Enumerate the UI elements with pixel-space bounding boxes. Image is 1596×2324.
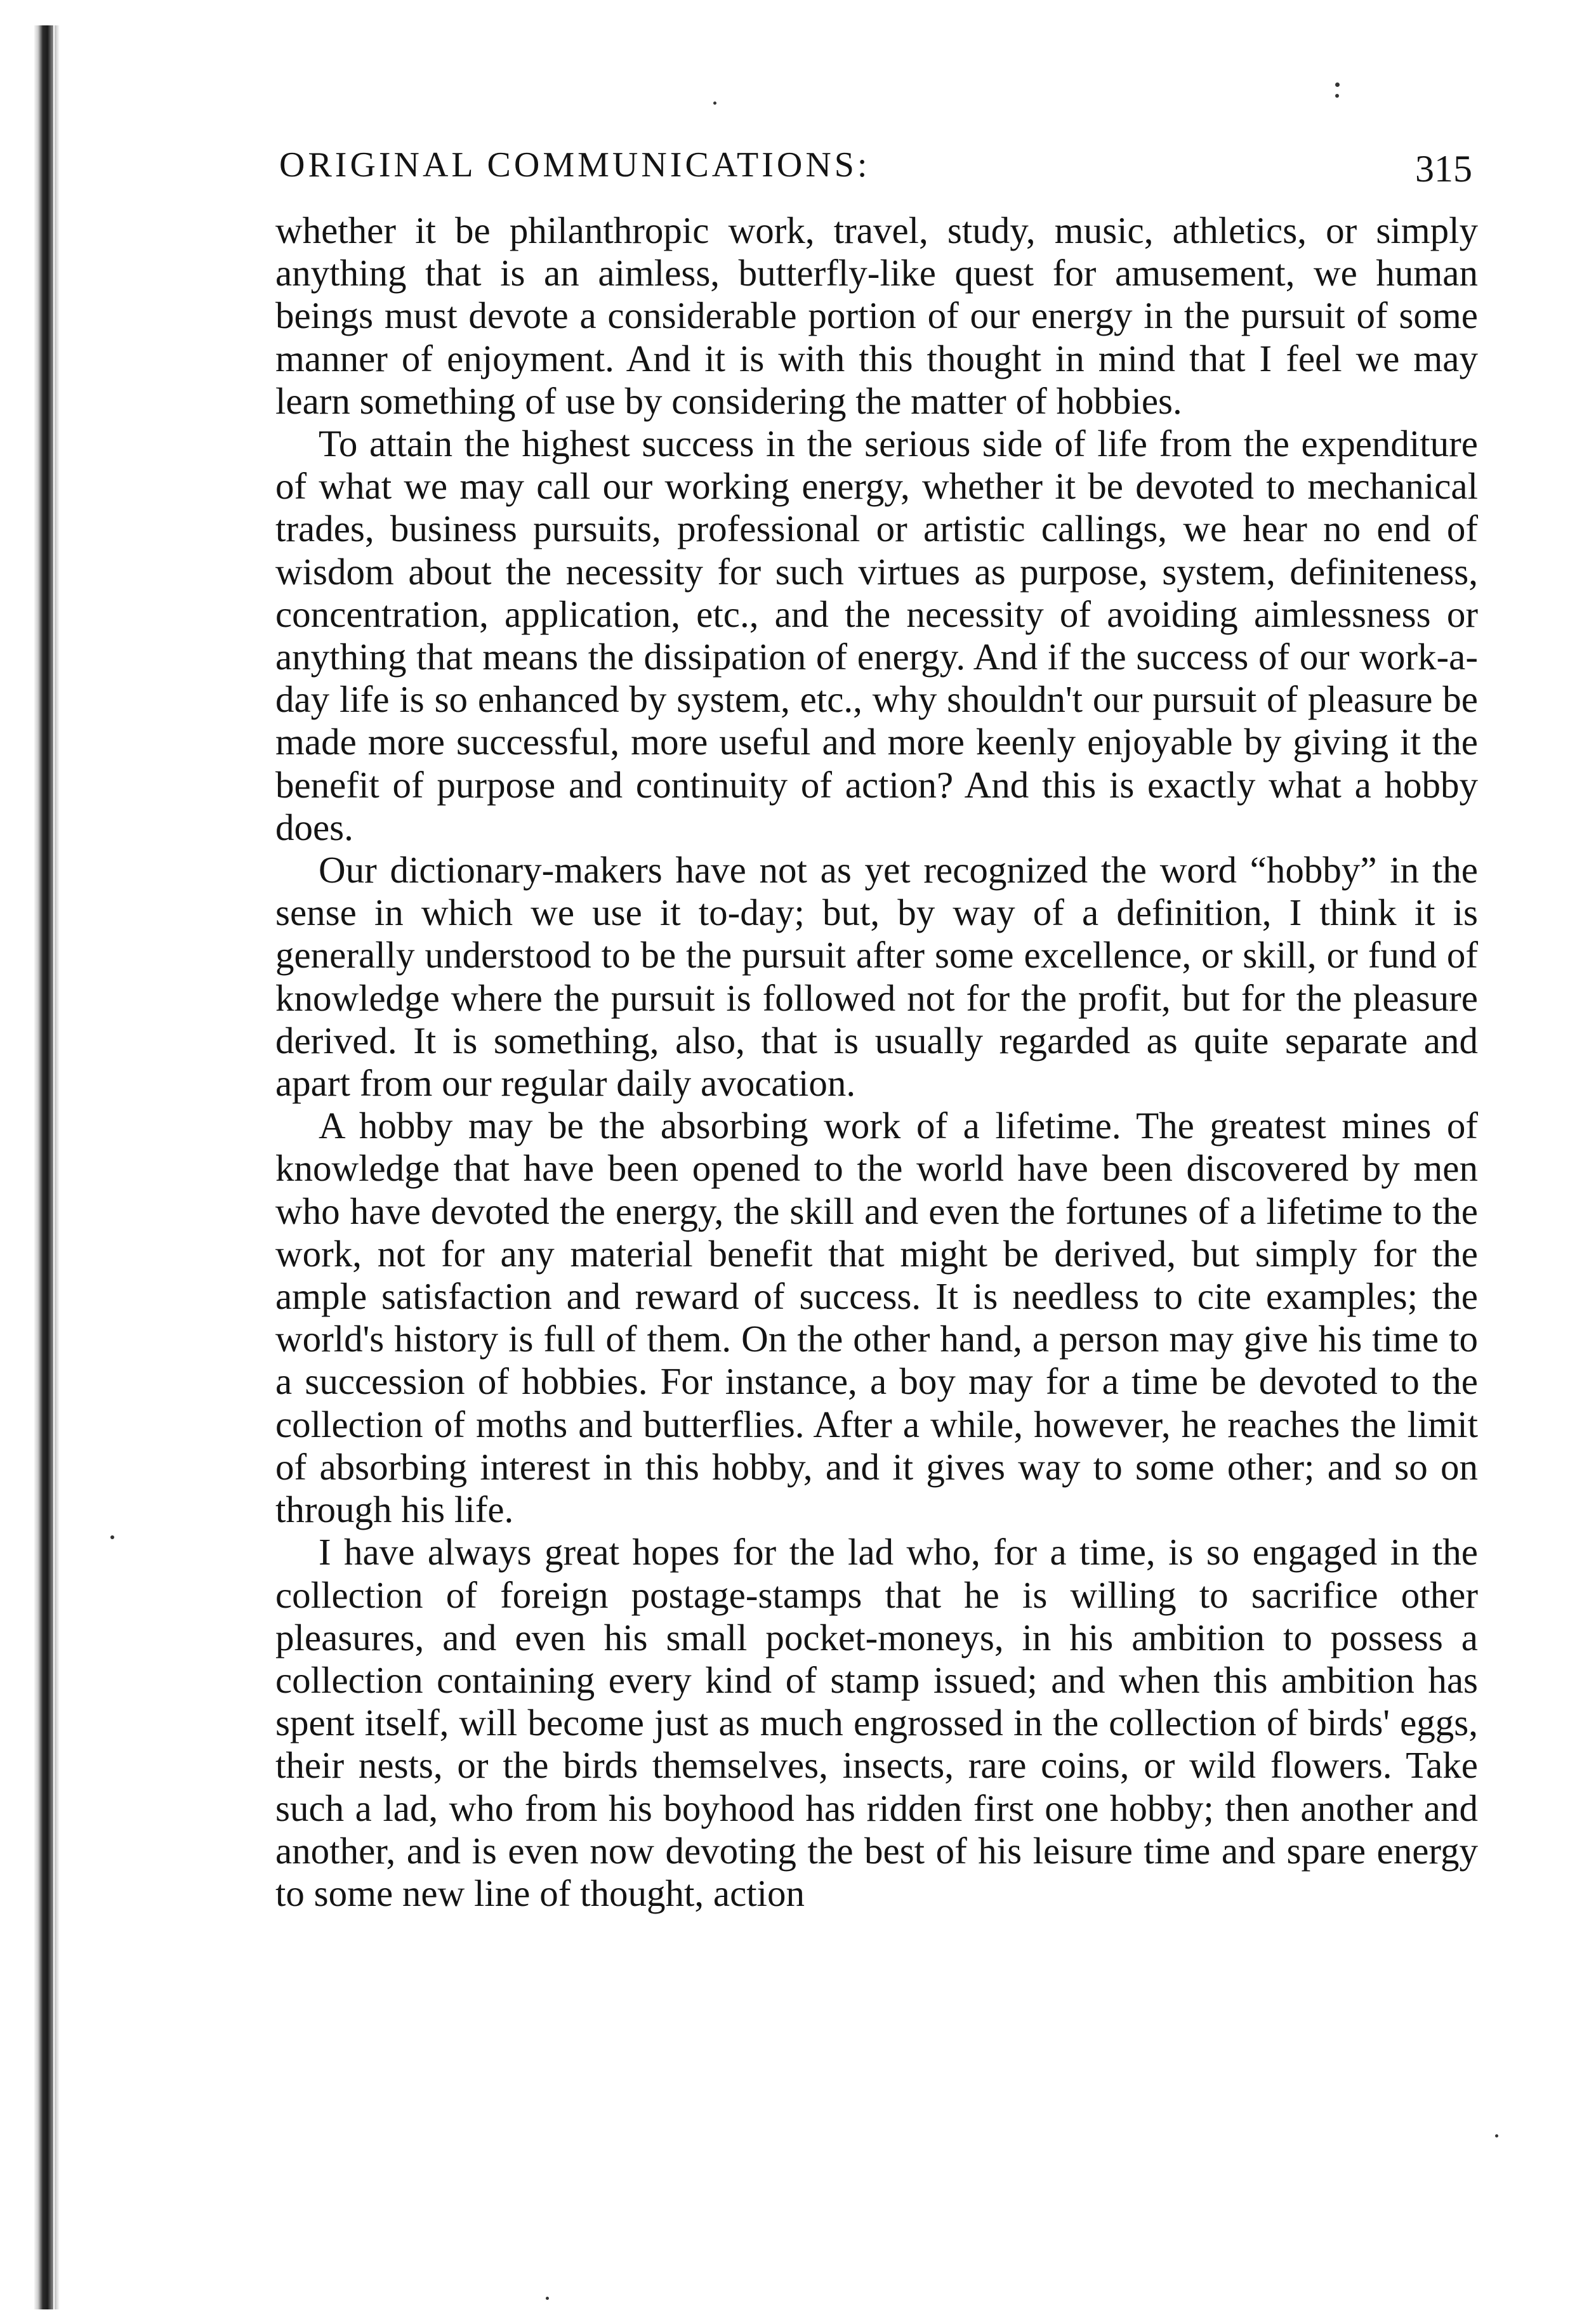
paragraph: whether it be philanthropic work, travel, study, music, athletics, or simply anything that is an aimless, butterfly-like quest for amusement, we human beings must devote a considerable portion of our energy in the pursuit of some manner of enjoyment. And it is with this thought in mind that I feel we may learn something of use by considering the matter of hobbies. (275, 209, 1478, 422)
scan-speck (1335, 82, 1340, 87)
body-text (275, 209, 1478, 1915)
paragraph: Our dictionary-makers have not as yet recognized the word “hobby” in the sense in which we use it to-day; but, by way of a definition, I think it is generally understood to be the pursuit after some excellence, or skill, or fund of knowledge where the pursuit is followed not for the profit, but for the pleasure derived. It is something, also, that is usually regarded as quite separate and apart from our regular daily avocation. (275, 849, 1478, 1105)
paragraph: I have always great hopes for the lad who, for a time, is so engaged in the collection of foreign postage-stamps that he is willing to sacrifice other pleasures, and even his small pocket-moneys, in his ambition to possess a collection containing every kind of stamp issued; and when this ambition has spent itself, will become just as much engrossed in the collection of birds' eggs, their nests, or the birds themselves, insects, rare coins, or wild flowers. Take such a lad, who from his boyhood has ridden first one hobby; then another and another, and is even now devoting the best of his leisure time and spare energy to some new line of thought, action (275, 1531, 1478, 1914)
page-gutter-edge (55, 25, 60, 2309)
scan-speck (1335, 94, 1339, 98)
page-number: 315 (1415, 148, 1472, 190)
scan-speck (546, 2297, 549, 2300)
paragraph: A hobby may be the absorbing work of a lifetime. The greatest mines of knowledge that have been opened to the world have been discovered by men who have devoted the energy, the skill and even the fortunes of a lifetime to the work, not for any material benefit that might be derived, but simply for the ample satisfaction and reward of success. It is needless to cite examples; the world's history is full of them. On the other hand, a person may give his time to a succession of hobbies. For instance, a boy may for a time be devoted to the collection of moths and butterflies. After a while, however, he reaches the limit of absorbing interest in this hobby, and it gives way to some other; and so on through his life. (275, 1105, 1478, 1531)
scan-speck (713, 102, 716, 105)
book-spine-shadow (34, 25, 53, 2309)
running-head: ORIGINAL COMMUNICATIONS: (279, 145, 871, 185)
paragraph: To attain the highest success in the serious side of life from the expenditure of what we may call our working energy, whether it be devoted to mechanical trades, business pursuits, professional or artistic callings, we hear no end of wisdom about the necessity for such virtues as purpose, system, definiteness, concentration, application, etc., and the necessity of avoiding aimlessness or anything that means the dissipation of energy. And if the success of our work-a-day life is so enhanced by system, etc., why shouldn't our pursuit of pleasure be made more successful, more useful and more keenly enjoyable by giving it the benefit of purpose and continuity of action? And this is exactly what a hobby does. (275, 423, 1478, 848)
scan-speck (1495, 2134, 1498, 2137)
scan-speck (110, 1535, 114, 1539)
